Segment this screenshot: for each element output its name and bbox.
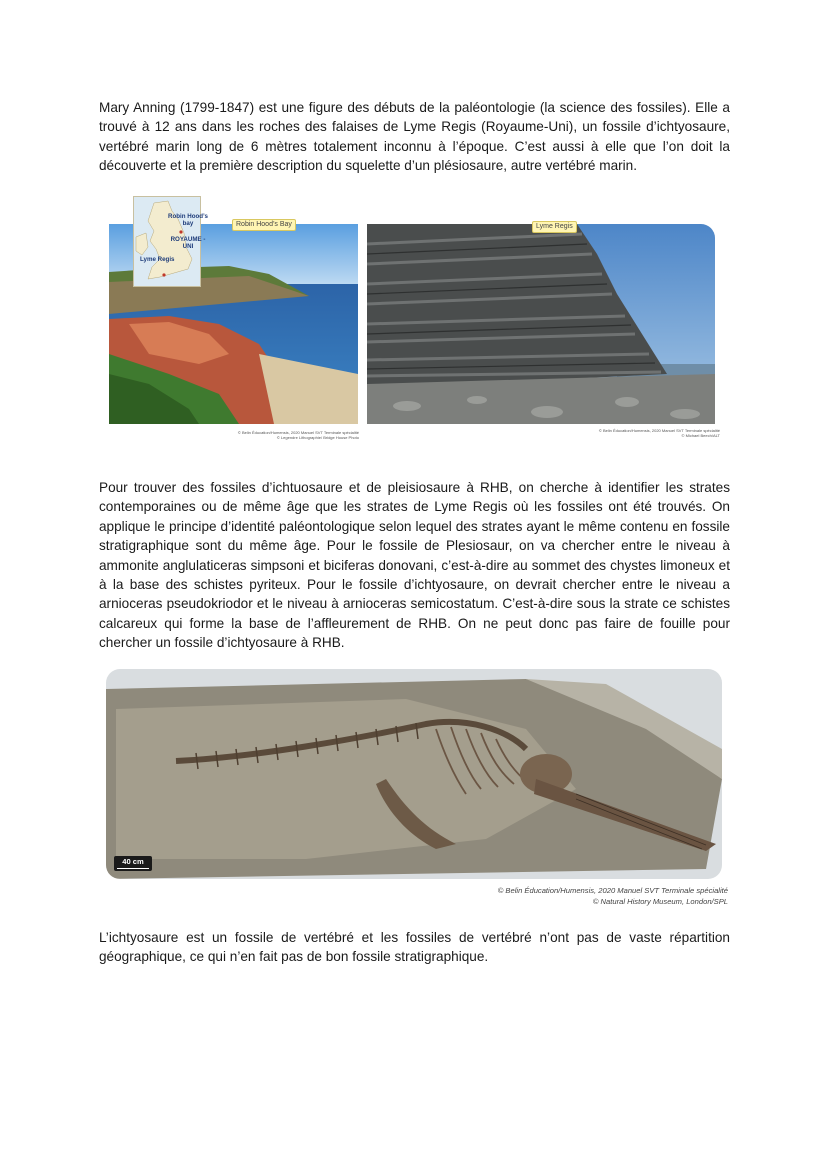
ichthyosaur-credit bbox=[420, 886, 728, 907]
credit-line: © Belin Éducation/Humensis, 2020 Manuel SVT Terminale spécialité bbox=[237, 430, 359, 435]
conclusion-paragraph: L’ichtyosaure est un fossile de vertébré et les fossiles de vertébré n’ont pas de vaste répartition géographique, ce qui n’en fait pas de bon fossile stratigraphique. bbox=[99, 930, 730, 965]
credit-line: © Belin Éducation/Humensis, 2020 Manuel SVT Terminale spécialité bbox=[497, 886, 728, 895]
credit-line: © Legendre Lithographie/ Bridge House Photo bbox=[276, 435, 359, 440]
scale-bar: 40 cm bbox=[114, 856, 152, 871]
robin-hoods-bay-credit bbox=[200, 430, 359, 440]
analysis-paragraph: Pour trouver des fossiles d’ichtuosaure et de pleisiosaure à RHB, on cherche à identifier les strates contemporaines ou de même âge que les strates de Lyme Regis où les fossiles ont été trouvés. On applique le principe d’identité paléontologique selon lequel des strates ayant le même contenu en fossile stratigraphique sont du même âge. Pour le fossile de Plesiosaur, on va chercher entre le niveau à ammonite anglulaticeras simpsoni et biciferas donovani, c’est-à-dire au sommet des chystes limoneux et à la base des schistes pyriteux. Pour le fossile d’ichtyosaure, on devrait chercher entre le niveau a arnioceras pseudokriodor et le niveau à arnioceras semicostatum. C’est-à-dire sous la strate ce schistes calcareux qui forme la base de l’affleurement de RHB. On ne peut donc pas faire de fouille pour chercher un fossile d’ichtyosaure à RHB. bbox=[99, 480, 730, 651]
intro-paragraph: Mary Anning (1799-1847) est une figure des débuts de la paléontologie (la science des fossiles). Elle a trouvé à 12 ans dans les roches des falaises de Lyme Regis (Royaume-Uni), un fossile d’ichtyosaure, vertébré marin long de 6 mètres totalement inconnu à l’époque. C’est aussi à elle que l’on doit la découverte et la première description du squelette d’un plésiosaure, autre vertébré marin. bbox=[99, 100, 730, 174]
robin-hoods-bay-tag: Robin Hood’s Bay bbox=[232, 219, 296, 231]
map-label-robin-hoods-bay: Robin Hood’s bay bbox=[168, 213, 208, 227]
map-label-country: ROYAUME -UNI bbox=[170, 236, 206, 250]
credit-line: © Belin Éducation/Humensis, 2020 Manuel SVT Terminale spécialité bbox=[598, 428, 720, 433]
map-label-lyme-regis: Lyme Regis bbox=[140, 256, 175, 263]
lyme-regis-credit bbox=[520, 428, 720, 438]
credit-line: © Natural History Museum, London/SPL bbox=[592, 896, 728, 906]
credit-line: © Michael Beech/ALT bbox=[681, 433, 720, 438]
lyme-regis-cliff-photo bbox=[367, 224, 715, 424]
ichthyosaur-fossil-photo bbox=[106, 669, 722, 879]
lyme-regis-tag: Lyme Regis bbox=[532, 221, 577, 233]
